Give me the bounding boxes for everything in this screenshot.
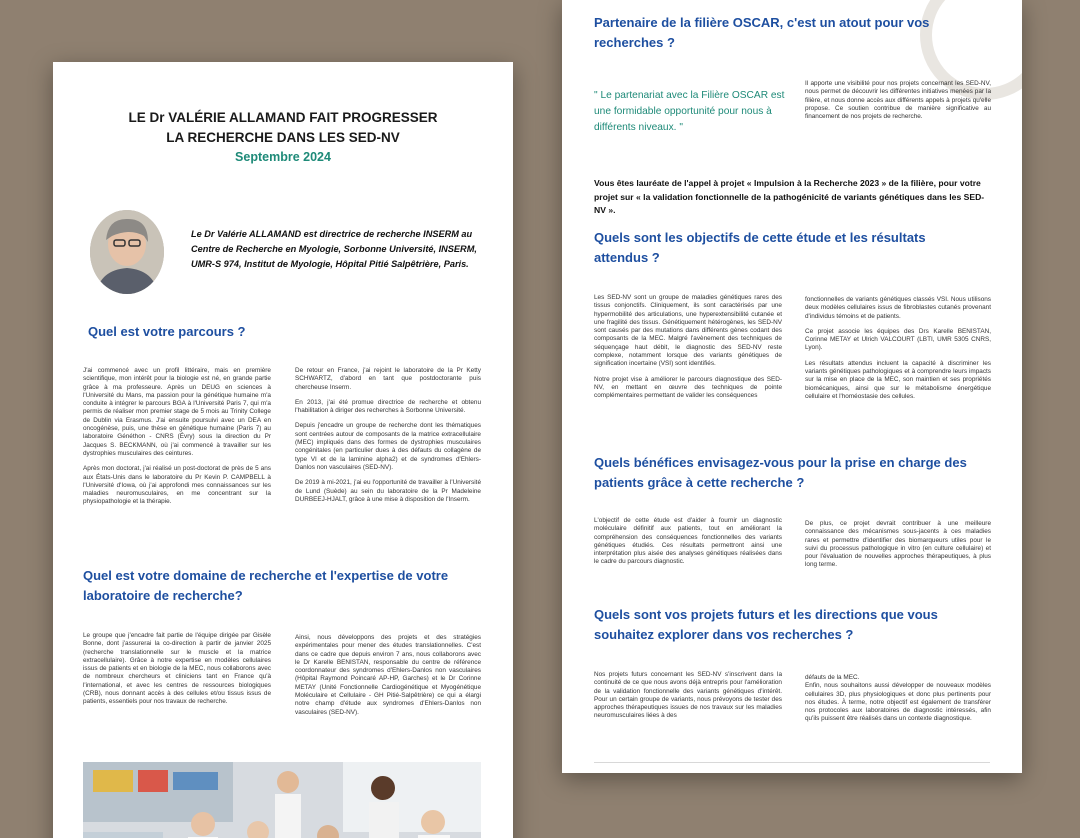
heading-objectifs: Quels sont les objectifs de cette étude et les résultats attendus ?	[594, 230, 926, 265]
benefices-column-2	[805, 520, 991, 577]
paragraph: Les résultats attendus incluent la capacité à discriminer les variants génétiques pathologiques et à comprendre leurs impacts sur la mise en place de la MEC, son maintien et ses propriétés biomécaniques, ainsi que sur le métabolisme énergétique cellulaire et l'homéostasie des cellules.	[805, 359, 991, 400]
paragraph: Après mon doctorat, j'ai réalisé un post-doctorat de près de 5 ans aux États-Unis dans le laboratoire du Pr Kevin P. CAMPBELL à l'Université d'Iowa, où j'ai approfondi mes connaissances sur les maladies neuromusculaires, en me concentrant sur la physiopathologie et la thérapie.	[83, 465, 271, 506]
heading-benefices: Quels bénéfices envisagez-vous pour la prise en charge des patients grâce à cette recherche ?	[594, 455, 967, 490]
projets-column-1	[594, 671, 782, 728]
paragraph: Ce projet associe les équipes des Drs Karelle BENISTAN, Corinne METAY et Ulrich VALCOURT (LBTI, UMR 5305 CNRS, Lyon).	[805, 327, 991, 352]
pull-quote: " Le partenariat avec la Filière OSCAR est une formidable opportunité pour nous à différents niveaux. "	[594, 90, 785, 133]
parcours-column-2	[295, 367, 481, 511]
paragraph: L'objectif de cette étude est d'aider à fournir un diagnostic moléculaire définitif aux patients, tout en améliorant la compréhension des conséquences fonctionnelles des variants génétiques étudiés. Ces résultats permettront ainsi une interprétation plus aisée des analyses génétiques réalisées dans le cadre du parcours diagnostic.	[594, 517, 782, 566]
heading-parcours: Quel est votre parcours ?	[88, 324, 246, 339]
paragraph: Ainsi, nous développons des projets et des stratégies expérimentales pour mener des études translationnelles. C'est dans ce cadre que depuis environ 7 ans, nous collaborons avec le Dr Karelle BENISTAN, responsable du centre de référence coordonnateur des syndromes d'Ehlers-Danlos non vasculaires (Hôpital Raymond Poincaré AP-HP, Garches) et le Dr Corinne METAY (Unité Fonctionnelle Cardiogénétique et Myogénétique Moléculaire et Cellulaire - GH Pitié-Salpêtrière) ce qui a élargi notre champ d'étude aux syndromes d'Ehlers-Danlos non vasculaires (SED-NV).	[295, 634, 481, 716]
paragraph: Le groupe que j'encadre fait partie de l'équipe dirigée par Gisèle Bonne, dont j'assurerai la co-direction à partir de janvier 2025 (recherche translationnelle sur le muscle et la matrice extracellulaire). Grâce à notre expertise en modèles cellulaires issus de patients et en biologie de la MEC, nous collaborons avec de nombreux chercheurs et cliniciens tant en France qu'à l'international, et avec les centres de ressources biologiques (CRB), nous donnant accès à des cellules et/ou tissus issus de patients, essentiels pour nos travaux de recherche.	[83, 632, 271, 706]
heading-oscar: Partenaire de la filière OSCAR, c'est un atout pour vos recherches ?	[594, 15, 930, 50]
article-title-line1: LE Dr VALÉRIE ALLAMAND FAIT PROGRESSER	[128, 110, 438, 125]
paragraph: Depuis j'encadre un groupe de recherche dont les thématiques sont centrées autour de composants de la matrice extracellulaire (MEC) impliqués dans des formes de dystrophies musculaires congénitales (en particulier dues à des défauts du collagène de type VI et de la laminine alpha2) et de syndromes d'Ehlers-Danlos non vasculaires (SED-NV).	[295, 422, 481, 471]
benefices-column-1	[594, 517, 782, 574]
magazine-page-left	[53, 62, 513, 838]
parcours-column-1	[83, 367, 271, 514]
footer-rule	[594, 762, 990, 763]
paragraph: De plus, ce projet devrait contribuer à une meilleure connaissance des mécanismes sous-jacents à ces maladies rares et permettre d'identifier des biomarqueurs utiles pour le suivi du processus pathologique in vitro (en culture cellulaire) et pour l'évaluation de nouvelles approches thérapeutiques, à plus long terme.	[805, 520, 991, 569]
lab-team-photo	[83, 762, 481, 838]
paragraph: En 2013, j'ai été promue directrice de recherche et obtenu l'habilitation à diriger des recherches à Sorbonne Université.	[295, 398, 481, 415]
paragraph: Les SED-NV sont un groupe de maladies génétiques rares des tissus conjonctifs. Cliniquement, ils sont caractérisés par une hypermobilité des articulations, une hyperextensibilité cutanée et une fragilité des tissus. Génétiquement hétérogènes, les SED-NV sont causés par des mutations dans différents gènes codant des composants de la MEC. Malgré l'avènement des techniques de séquençage haut débit, le diagnostic des SED-NV reste complexe, notamment lorsque des variants génétiques de signification incertaine (VSI) sont identifiés.	[594, 294, 782, 368]
author-intro: Le Dr Valérie ALLAMAND est directrice de recherche INSERM au Centre de Recherche en Myologie, Sorbonne Université, INSERM, UMR-S 974, Institut de Myologie, Hôpital Pitié Salpêtrière, Paris.	[191, 229, 477, 269]
paragraph: Notre projet vise à améliorer le parcours diagnostique des SED-NV, en mettant en œuvre des techniques de pointe complémentaires permettant de valider les conséquences	[594, 375, 782, 400]
paragraph: fonctionnelles de variants génétiques classés VSI. Nous utilisons deux modèles cellulaires issus de fibroblastes cutanés provenant d'individus témoins et de patients.	[805, 296, 991, 320]
oscar-text	[805, 80, 991, 128]
paragraph: J'ai commencé avec un profil littéraire, mais en première scientifique, mon intérêt pour la biologie est né, en grande partie grâce à ma professeure. Après un DEUG en sciences à l'Université du Mans, ma passion pour la génétique humaine m'a conduite à intégrer le parcours BGA à l'Université Paris 7, qui m'a permis de réaliser mon premier stage de 5 mois au Trinity College de Dublin via Erasmus. J'ai ensuite poursuivi avec un DEA en oncogénèse, puis, une thèse en génétique humaine (Paris 7) au laboratoire Généthon - CNRS (Évry) sous la direction du Pr Jacques S. BECKMANN, où j'ai commencé à travailler sur les dystrophies musculaires des ceintures.	[83, 367, 271, 457]
laureate-lead: Vous êtes lauréate de l'appel à projet « Impulsion à la Recherche 2023 » de la filière, pour votre projet sur « la validation fonctionnelle de la pathogénicité de variants génétiques dans les SED-NV ».	[594, 178, 985, 215]
projets-column-2	[805, 674, 991, 731]
paragraph: Il apporte une visibilité pour nos projets concernant les SED-NV, nous permet de découvrir les différentes initiatives menées par la filière, et nous donne accès aux différents appels à projets qu'elle propose. Ce soutien contribue de manière significative au financement de nos projets de recherche.	[805, 80, 991, 121]
domaine-column-1	[83, 632, 271, 714]
domaine-column-2	[295, 634, 481, 724]
paragraph: Enfin, nous souhaitons aussi développer de nouveaux modèles cellulaires 3D, plus physiologiques et donc plus pertinents pour nos études. À terme, notre objectif est également de transférer nos protocoles aux laboratoires de diagnostic intéressés, afin qu'ils puissent être réalisés dans un contexte diagnostique.	[805, 682, 991, 723]
author-photo	[90, 210, 164, 294]
magazine-page-right	[562, 0, 1022, 773]
article-date: Septembre 2024	[235, 150, 331, 164]
objectifs-column-2	[805, 296, 991, 408]
objectifs-column-1	[594, 294, 782, 408]
paragraph: De 2019 à mi-2021, j'ai eu l'opportunité de travailler à l'Université de Lund (Suède) au sein du laboratoire de la Pr Madeleine DURBEEJ-HJALT, grâce à une mise à disposition de l'Inserm.	[295, 479, 481, 503]
paragraph: défauts de la MEC.	[805, 674, 860, 681]
heading-domaine: Quel est votre domaine de recherche et l'expertise de votre laboratoire de recherche?	[83, 568, 449, 603]
article-title-line2: LA RECHERCHE DANS LES SED-NV	[166, 130, 400, 145]
heading-projets-futurs: Quels sont vos projets futurs et les directions que vous souhaitez explorer dans vos recherches ?	[594, 607, 938, 642]
paragraph: De retour en France, j'ai rejoint le laboratoire de la Pr Ketty SCHWARTZ, d'abord en tant que postdoctorante puis chercheuse Inserm.	[295, 367, 481, 391]
paragraph: Nos projets futurs concernant les SED-NV s'inscrivent dans la continuité de ce que nous avons déjà entrepris pour l'amélioration de la validation fonctionnelle des variants génétiques d'intérêt. Pour un certain groupe de variants, nous prévoyons de tester des approches thérapeutiques issues de nos travaux sur les maladies neuromusculaires liées à des	[594, 671, 782, 720]
